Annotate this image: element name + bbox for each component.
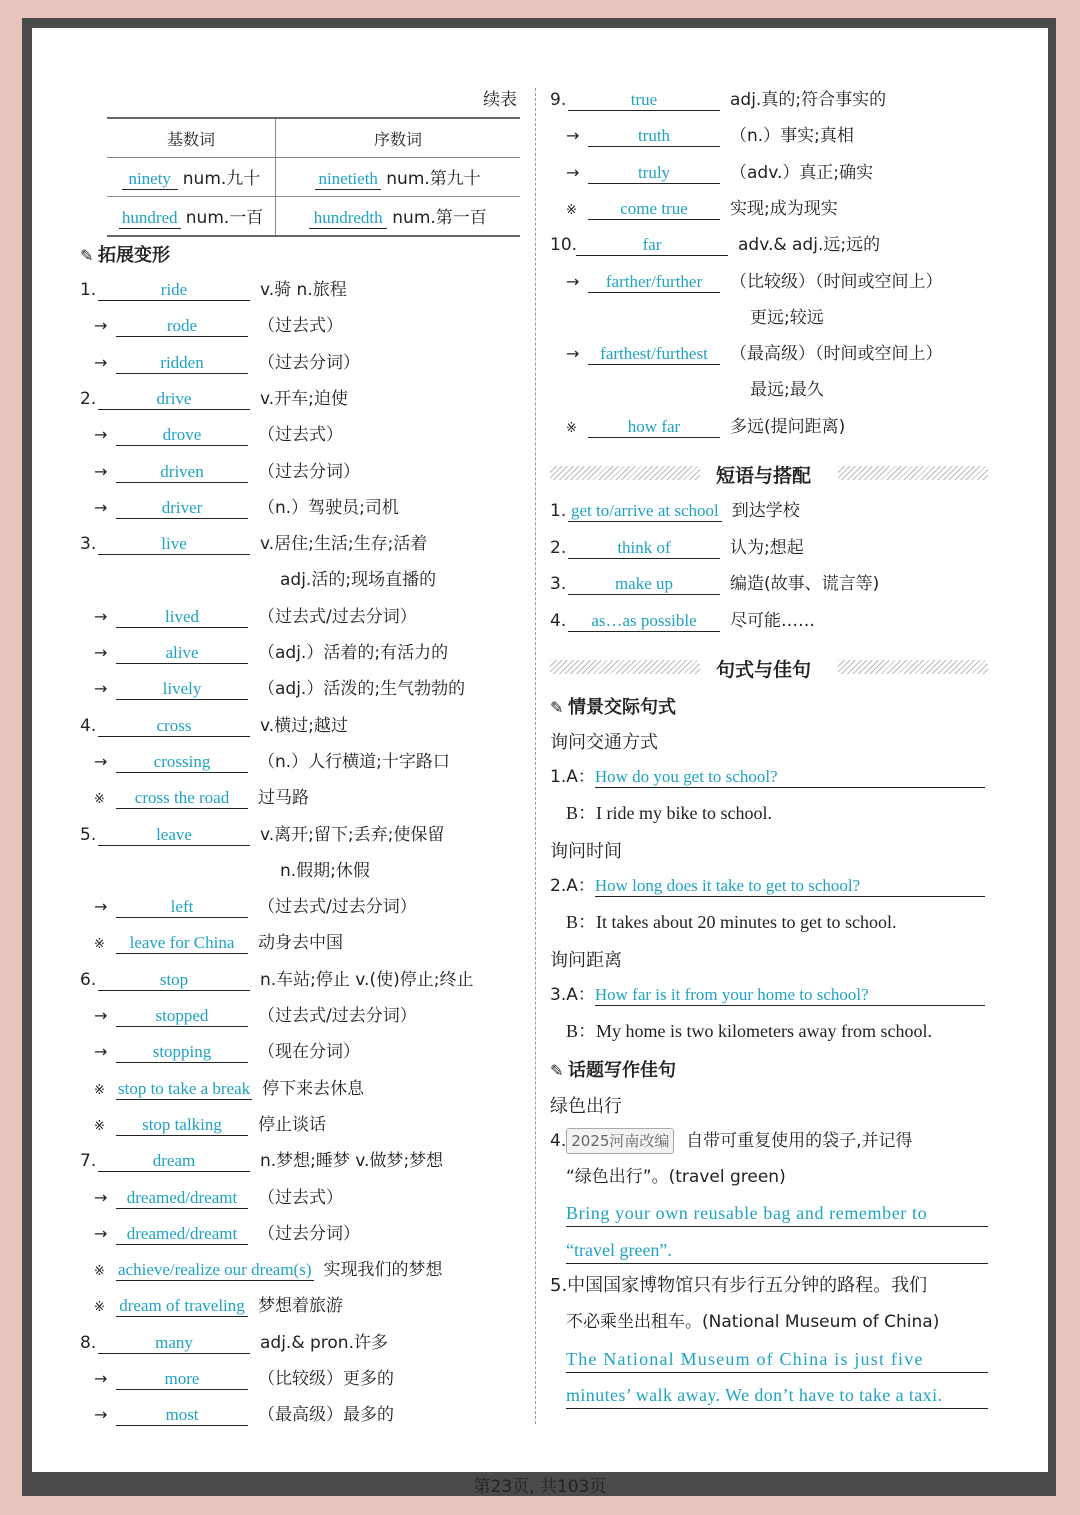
arrow-icon: → xyxy=(94,425,108,445)
definition: num.第一百 xyxy=(392,208,487,228)
definition: 实现;成为现实 xyxy=(730,198,838,219)
answer-blank: as…as possible xyxy=(568,611,720,632)
list-item xyxy=(80,968,473,992)
definition: 动身去中国 xyxy=(258,933,343,954)
list-item xyxy=(566,415,845,441)
list-item xyxy=(550,499,800,523)
arrow-icon: → xyxy=(566,344,580,364)
list-item xyxy=(94,1186,343,1210)
arrow-icon: → xyxy=(94,1223,108,1243)
definition: adj.& pron.许多 xyxy=(260,1332,388,1353)
answer-blank: achieve/realize our dream(s) xyxy=(118,1260,312,1280)
item-number: 2. xyxy=(80,388,97,409)
definition: 更远;较远 xyxy=(750,307,824,328)
list-item xyxy=(94,786,309,812)
phrases-title: 短语与搭配 xyxy=(716,465,812,487)
list-item xyxy=(94,423,343,447)
answer-blank: lived xyxy=(116,607,248,628)
definition: adv.& adj.远;远的 xyxy=(738,235,881,256)
definition: （n.）人行横道;十字路口 xyxy=(258,751,450,772)
answer-blank: leave for China xyxy=(116,933,248,954)
list-item xyxy=(566,270,943,294)
list-item xyxy=(94,1113,326,1139)
list-item xyxy=(94,496,399,520)
list-item xyxy=(94,1004,417,1028)
speaker-label: 1.A： xyxy=(550,767,595,787)
dialogue-line-b: B：It takes about 20 minutes to get to school. xyxy=(566,912,897,932)
list-item xyxy=(94,1367,394,1391)
list-item xyxy=(94,1403,394,1427)
arrow-icon: → xyxy=(94,679,108,699)
list-item xyxy=(94,351,360,375)
answer-blank: stopping xyxy=(116,1042,248,1063)
definition: 停下来去休息 xyxy=(262,1078,365,1099)
item-number: 9. xyxy=(550,90,567,110)
list-item xyxy=(566,161,873,185)
answer-blank: How long does it take to get to school? xyxy=(595,876,985,897)
source-tag: 2025河南改编 xyxy=(566,1128,674,1154)
q5-prompt-line1: 5.中国国家博物馆只有步行五分钟的路程。我们 xyxy=(550,1275,928,1296)
dialogue-topic: 询问距离 xyxy=(550,950,622,971)
answer-blank: ninetieth xyxy=(315,169,381,190)
item-number: 3. xyxy=(80,534,97,555)
item-number: 6. xyxy=(80,969,97,990)
definition: 到达学校 xyxy=(731,501,800,521)
arrow-icon: → xyxy=(566,126,580,146)
answer-blank: drove xyxy=(116,425,248,446)
definition: v.横过;越过 xyxy=(260,715,348,736)
arrow-icon: → xyxy=(566,162,580,182)
answer-blank: come true xyxy=(588,199,720,220)
definition: num.第九十 xyxy=(386,169,481,189)
item-number: 5. xyxy=(80,824,97,845)
decorative-band xyxy=(838,660,988,674)
item-number: 4. xyxy=(550,610,567,631)
list-item xyxy=(550,572,879,596)
answer-blank: leave xyxy=(98,825,250,846)
answer-blank: crossing xyxy=(116,752,248,773)
expand-section-title: ✎ 拓展变形 xyxy=(80,245,170,266)
list-item xyxy=(94,1040,360,1064)
q5-answer-line1: The National Museum of China is just five xyxy=(566,1346,988,1373)
list-item xyxy=(566,124,854,148)
answer-blank: think of xyxy=(568,538,720,559)
answer-blank: lively xyxy=(116,679,248,700)
arrow-icon: → xyxy=(94,751,108,771)
list-item xyxy=(94,641,448,665)
answer-blank: get to/arrive at school xyxy=(568,501,722,522)
list-item xyxy=(550,233,880,257)
answer-blank: cross xyxy=(98,716,250,737)
answer-blank: more xyxy=(116,1369,248,1390)
note-mark: ※ xyxy=(94,937,105,953)
speaker-label: 3.A： xyxy=(550,985,595,1005)
item-number: 10. xyxy=(550,235,578,256)
item-number: 1. xyxy=(550,501,567,521)
list-item xyxy=(80,823,444,847)
arrow-icon: → xyxy=(94,643,108,662)
sentences-title: 句式与佳句 xyxy=(716,659,812,681)
definition: （adj.）活泼的;生气勃勃的 xyxy=(258,679,466,700)
arrow-icon: → xyxy=(566,271,580,291)
definition: （n.）驾驶员;司机 xyxy=(258,497,399,518)
answer-blank: how far xyxy=(588,417,720,438)
definition: （最高级）（时间或空间上） xyxy=(730,344,943,365)
list-item xyxy=(94,931,343,957)
arrow-icon: → xyxy=(94,497,108,517)
arrow-icon: → xyxy=(94,1405,108,1425)
definition: 尽可能…… xyxy=(730,610,815,631)
arrow-icon: → xyxy=(94,1042,108,1062)
arrow-icon: → xyxy=(94,1187,108,1207)
decorative-band xyxy=(550,660,700,674)
answer-blank: hundredth xyxy=(309,208,387,229)
list-item xyxy=(94,750,450,774)
definition: num.一百 xyxy=(185,208,264,228)
decorative-band xyxy=(550,466,700,480)
pencil-icon: ✎ xyxy=(80,246,94,265)
table-header-cardinal: 基数词 xyxy=(107,118,276,158)
item-number: 1. xyxy=(80,280,97,300)
definition: （n.）事实;真相 xyxy=(730,126,854,147)
dialogue-line-a xyxy=(550,765,985,789)
q5-prompt-line2: 不必乘坐出租车。(National Museum of China) xyxy=(566,1312,940,1332)
list-item xyxy=(550,306,824,330)
arrow-icon: → xyxy=(94,897,108,917)
definition: num.九十 xyxy=(182,169,261,189)
decorative-band xyxy=(838,466,988,480)
dialogue-line-b: B：My home is two kilometers away from school. xyxy=(566,1021,932,1041)
q5-answer-line2: minutes’ walk away. We don’t have to take a taxi. xyxy=(566,1382,988,1409)
arrow-icon: → xyxy=(94,461,108,481)
definition: 停止谈话 xyxy=(258,1114,326,1135)
answer-blank: farthest/furthest xyxy=(588,344,720,365)
answer-blank: How far is it from your home to school? xyxy=(595,985,985,1006)
answer-blank: stop to take a break xyxy=(118,1078,251,1098)
answer-blank: How do you get to school? xyxy=(595,767,985,788)
dialogue-section-title: ✎ 情景交际句式 xyxy=(550,697,676,718)
list-item xyxy=(550,536,804,560)
list-item xyxy=(94,314,343,338)
definition: 认为;想起 xyxy=(730,537,804,558)
definition: 编造(故事、谎言等) xyxy=(730,574,880,594)
item-number: 2. xyxy=(550,537,567,558)
list-item xyxy=(550,378,824,402)
list-item xyxy=(94,1077,364,1103)
answer-blank: dream of traveling xyxy=(116,1296,248,1317)
definition: （过去分词） xyxy=(258,461,360,482)
answer-blank: live xyxy=(98,534,250,555)
arrow-icon: → xyxy=(94,1006,108,1025)
answer-blank: true xyxy=(568,90,720,111)
item-number: 3. xyxy=(550,574,567,594)
table-header-ordinal: 序数词 xyxy=(276,118,521,158)
definition: adj.活的;现场直播的 xyxy=(280,570,437,591)
list-item xyxy=(80,278,347,302)
definition: （过去式/过去分词） xyxy=(258,897,417,918)
definition: （过去式） xyxy=(258,316,343,337)
definition: （adj.）活着的;有活力的 xyxy=(258,643,449,663)
note-mark: ※ xyxy=(94,1082,105,1098)
answer-blank: ninety xyxy=(122,169,178,190)
list-item xyxy=(94,677,465,701)
definition: v.开车;迫使 xyxy=(260,388,348,409)
answer-blank: alive xyxy=(116,643,248,664)
dialogue-line-a xyxy=(550,874,985,898)
answer-blank: dreamed/dreamt xyxy=(116,1188,248,1209)
answer-blank: rode xyxy=(116,316,248,337)
table-row xyxy=(107,158,520,197)
continued-label: 续表 xyxy=(483,90,517,110)
definition: （过去式/过去分词） xyxy=(258,606,417,627)
answer-blank: truth xyxy=(588,126,720,147)
answer-blank: stop xyxy=(98,970,250,991)
dialogue-topic: 询问时间 xyxy=(550,841,622,862)
writing-section-title: ✎ 话题写作佳句 xyxy=(550,1060,676,1081)
answer-blank: make up xyxy=(568,574,720,595)
answer-blank: driver xyxy=(116,498,248,519)
answer-blank: ridden xyxy=(116,353,248,374)
note-mark: ※ xyxy=(94,792,105,808)
list-item xyxy=(566,342,943,366)
item-number: 7. xyxy=(80,1151,97,1172)
dialogue-line-b: B：I ride my bike to school. xyxy=(566,803,772,823)
writing-topic: 绿色出行 xyxy=(550,1096,622,1117)
answer-blank: dreamed/dreamt xyxy=(116,1224,248,1245)
note-mark: ※ xyxy=(566,420,577,436)
list-item xyxy=(550,88,886,112)
note-mark: ※ xyxy=(566,202,577,218)
definition: （adv.）真正;确实 xyxy=(730,162,874,183)
note-mark: ※ xyxy=(94,1118,105,1134)
definition: （过去式） xyxy=(258,1187,343,1208)
answer-blank: most xyxy=(116,1405,248,1426)
item-number: 8. xyxy=(80,1332,97,1353)
list-item xyxy=(80,1331,388,1355)
list-item xyxy=(566,197,838,223)
list-item xyxy=(94,605,417,629)
definition: （过去分词） xyxy=(258,1223,360,1244)
item-number: 4. xyxy=(80,715,97,736)
definition: 过马路 xyxy=(258,788,309,809)
definition: 实现我们的梦想 xyxy=(323,1260,443,1281)
list-item xyxy=(94,895,417,919)
arrow-icon: → xyxy=(94,606,108,626)
definition: n.车站;停止 v.(使)停止;终止 xyxy=(260,969,474,990)
definition: （比较级）更多的 xyxy=(258,1369,394,1389)
dialogue-topic: 询问交通方式 xyxy=(550,732,658,753)
answer-blank: ride xyxy=(98,280,250,301)
definition: v.离开;留下;丢弃;使保留 xyxy=(260,824,445,845)
list-item xyxy=(80,568,436,592)
list-item xyxy=(80,714,348,738)
answer-blank: left xyxy=(116,897,248,918)
answer-blank: far xyxy=(576,235,728,256)
page-footer: 第23页, 共103页 xyxy=(473,1477,607,1497)
number-table xyxy=(107,117,520,237)
definition: （过去式/过去分词） xyxy=(258,1006,417,1026)
definition: 多远(提问距离) xyxy=(730,416,846,437)
q4-answer-line2: “travel green”. xyxy=(566,1237,988,1264)
dialogue-line-a xyxy=(550,983,985,1007)
arrow-icon: → xyxy=(94,316,108,336)
q4-prompt-line2: “绿色出行”。(travel green) xyxy=(566,1167,786,1187)
answer-blank: stopped xyxy=(116,1006,248,1027)
list-item xyxy=(94,1222,360,1246)
arrow-icon: → xyxy=(94,352,108,372)
answer-blank: cross the road xyxy=(116,788,248,809)
q4-answer-line1: Bring your own reusable bag and remember to xyxy=(566,1200,988,1227)
definition: （现在分词） xyxy=(258,1042,360,1063)
list-item xyxy=(94,1294,343,1320)
table-row xyxy=(107,197,520,237)
list-item xyxy=(80,1149,443,1173)
note-mark: ※ xyxy=(94,1300,105,1316)
answer-blank: drive xyxy=(98,389,250,410)
definition: （过去式） xyxy=(258,425,343,446)
definition: v.骑 n.旅程 xyxy=(260,280,347,300)
list-item xyxy=(80,859,370,883)
answer-blank: stop talking xyxy=(116,1115,248,1136)
arrow-icon: → xyxy=(94,1369,108,1388)
definition: （最高级）最多的 xyxy=(258,1405,394,1426)
definition: （比较级）（时间或空间上） xyxy=(730,271,943,292)
answer-blank: dream xyxy=(98,1151,250,1172)
list-item xyxy=(80,387,348,411)
definition: n.假期;休假 xyxy=(280,860,370,881)
answer-blank: farther/further xyxy=(588,272,720,293)
speaker-label: 2.A： xyxy=(550,876,595,896)
definition: adj.真的;符合事实的 xyxy=(730,90,887,110)
q4-prompt-line1: 4. 2025河南改编 自带可重复使用的袋子,并记得 xyxy=(550,1128,913,1154)
list-item xyxy=(550,609,815,633)
list-item xyxy=(80,532,427,556)
answer-blank: hundred xyxy=(119,208,181,229)
list-item xyxy=(94,1258,443,1284)
answer-blank: driven xyxy=(116,462,248,483)
definition: 最远;最久 xyxy=(750,380,824,401)
list-item xyxy=(94,460,360,484)
definition: v.居住;生活;生存;活着 xyxy=(260,534,428,555)
answer-blank: truly xyxy=(588,163,720,184)
note-mark: ※ xyxy=(94,1264,105,1280)
pencil-icon: ✎ xyxy=(550,698,564,717)
pencil-icon: ✎ xyxy=(550,1061,564,1080)
definition: （过去分词） xyxy=(258,352,360,373)
column-divider xyxy=(535,88,536,1424)
answer-blank: many xyxy=(98,1333,250,1354)
definition: 梦想着旅游 xyxy=(258,1296,343,1317)
definition: n.梦想;睡梦 v.做梦;梦想 xyxy=(260,1151,444,1172)
